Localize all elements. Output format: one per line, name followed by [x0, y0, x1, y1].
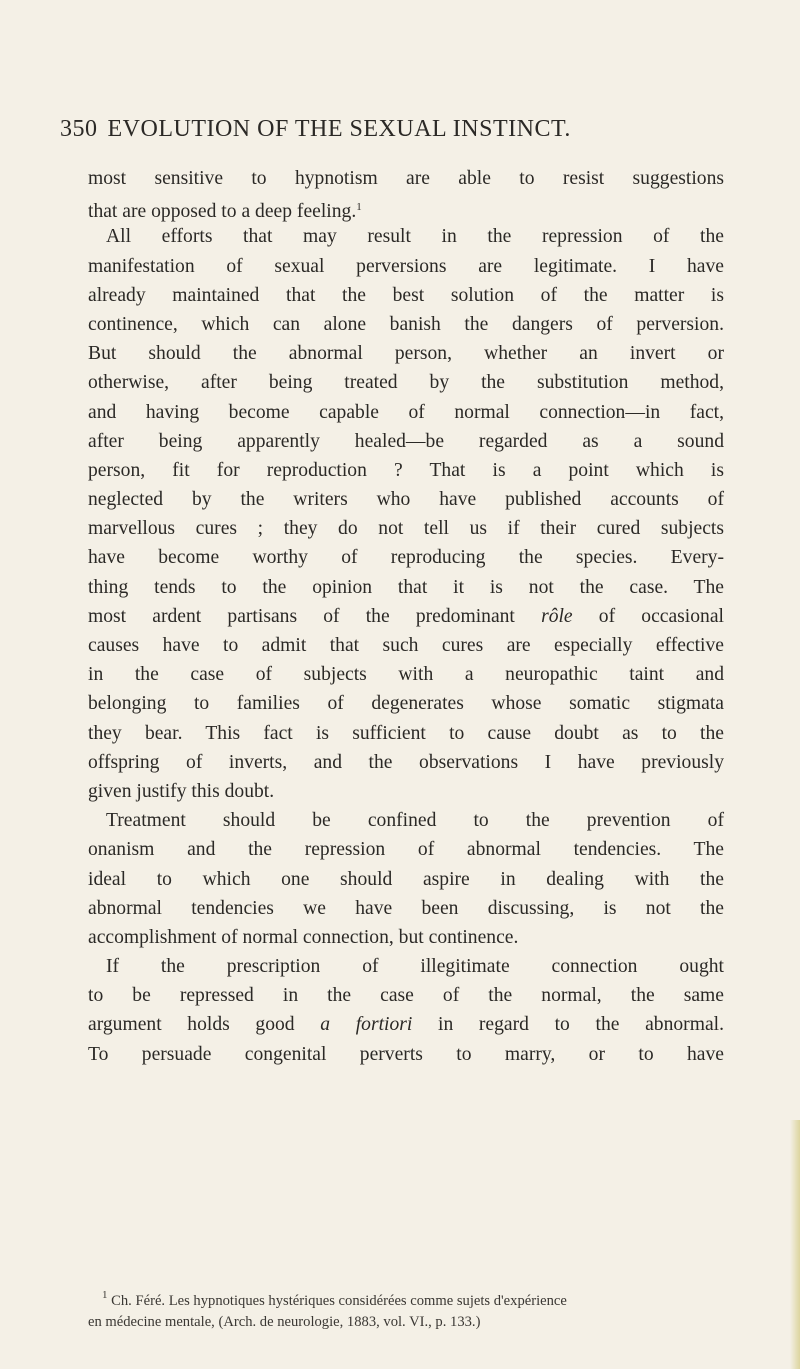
text-line: otherwise, after being treated by the substitution method, — [88, 372, 724, 394]
running-title: EVOLUTION OF THE SEXUAL INSTINCT. — [107, 116, 571, 142]
text-line: already maintained that the best solution of the matter is — [88, 284, 724, 306]
text-line: Treatment should be confined to the prevention of — [106, 810, 724, 832]
text-line: to be repressed in the case of the normal, the same — [88, 985, 724, 1007]
text-line: in the case of subjects with a neuropathic taint and — [88, 664, 724, 686]
text-line: most sensitive to hypnotism are able to resist suggestions — [88, 168, 724, 189]
text-line: have become worthy of reproducing the species. Every- — [88, 547, 724, 569]
text-line: All efforts that may result in the repression of the — [106, 226, 724, 248]
text-line: thing tends to the opinion that it is not the case. The — [88, 576, 724, 598]
footnote-text-1: Ch. Féré. Les hypnotiques hystériques considérées comme sujets d'expérience — [111, 1293, 567, 1309]
text-line: belonging to families of degenerates whose somatic stigmata — [88, 693, 724, 715]
text-line: most ardent partisans of the predominant rôle of occasional — [88, 605, 724, 627]
text-line: neglected by the writers who have published accounts of — [88, 489, 724, 511]
text-line: To persuade congenital perverts to marry, or to have — [88, 1043, 724, 1065]
text-line: abnormal tendencies we have been discussing, is not the — [88, 897, 724, 919]
page-number: 350 — [60, 116, 98, 142]
text-line: marvellous cures ; they do not tell us if their cured subjects — [88, 518, 724, 540]
text-line: given justify this doubt. — [88, 780, 275, 802]
text-line: But should the abnormal person, whether an invert or — [88, 343, 724, 365]
page-edge-stain — [790, 1120, 800, 1369]
text-line: ideal to which one should aspire in dealing with the — [88, 868, 724, 890]
footnote-marker: 1 — [102, 1289, 108, 1301]
text-line: accomplishment of normal connection, but continence. — [88, 926, 519, 948]
text-line: manifestation of sexual perversions are legitimate. I have — [88, 255, 724, 277]
text-line: causes have to admit that such cures are especially effective — [88, 635, 724, 656]
footnote-line-2 — [88, 1312, 738, 1333]
footnote-text-2: en médecine mentale, (Arch. de neurologie, 1883, vol. VI., p. 133.) — [88, 1314, 481, 1330]
text-line: person, fit for reproduction ? That is a point which is — [88, 459, 724, 481]
text-line: argument holds good a fortiori in regard to the abnormal. — [88, 1014, 724, 1036]
footnote-line-1 — [88, 1285, 738, 1312]
text-line: after being apparently healed—be regarded as a sound — [88, 430, 724, 452]
text-line: that are opposed to a deep feeling.$^1$ — [88, 201, 362, 223]
running-header — [60, 116, 720, 143]
body-text — [88, 164, 724, 1069]
text-line: If the prescription of illegitimate connection ought — [106, 956, 724, 978]
text-line: continence, which can alone banish the dangers of perversion. — [88, 313, 724, 335]
text-line: offspring of inverts, and the observations I have previously — [88, 751, 724, 773]
footnote — [88, 1285, 738, 1333]
text-line: they bear. This fact is sufficient to cause doubt as to the — [88, 722, 724, 744]
text-line: onanism and the repression of abnormal tendencies. The — [88, 839, 724, 861]
text-line: and having become capable of normal connection—in fact, — [88, 401, 724, 423]
